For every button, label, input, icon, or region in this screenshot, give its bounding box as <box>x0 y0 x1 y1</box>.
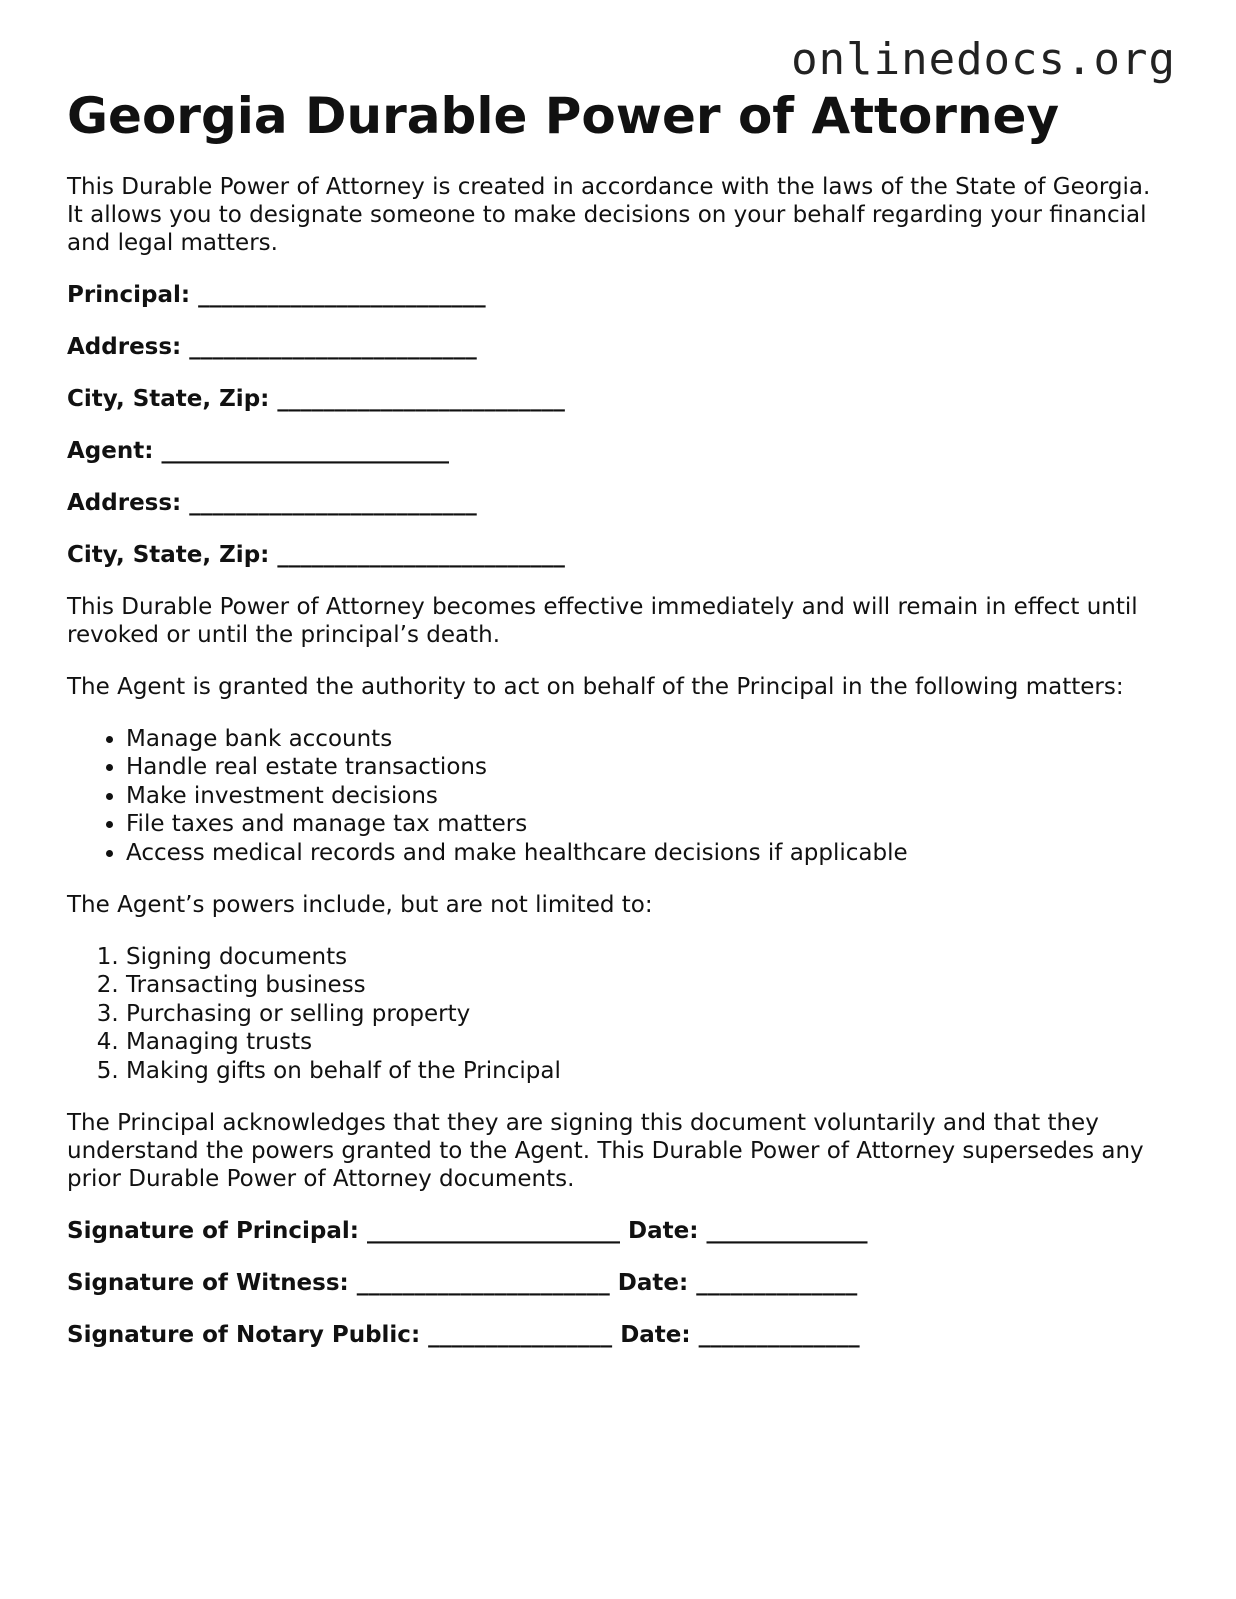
field-label: City, State, Zip: <box>67 386 270 412</box>
document-page <box>67 86 1167 1349</box>
watermark: onlinedocs.org <box>791 34 1176 85</box>
date-label: Date: <box>620 1322 691 1349</box>
signature-label: Signature of Notary Public: <box>67 1322 421 1349</box>
field-label: Address: <box>67 334 182 360</box>
field-blank[interactable]: _________________________ <box>189 334 477 360</box>
date-blank[interactable]: ______________ <box>698 1322 860 1349</box>
list-item: 2. Transacting business <box>126 971 1167 999</box>
field-label: City, State, Zip: <box>67 542 270 568</box>
field-agent <box>67 437 1167 465</box>
effective-paragraph: This Durable Power of Attorney becomes effective immediately and will remain in effect until revoked or until the principal’s death. <box>67 594 1138 648</box>
date-label: Date: <box>617 1270 689 1297</box>
signature-blank[interactable]: ______________________ <box>367 1218 620 1245</box>
list-item: 1. Signing documents <box>126 943 1167 971</box>
signature-row-notary <box>67 1321 1167 1349</box>
signature-label: Signature of Witness: <box>67 1270 349 1297</box>
list-item: • Manage bank accounts <box>126 725 1167 753</box>
field-label: Agent: <box>67 438 154 464</box>
list-item: • Handle real estate transactions <box>126 753 1167 781</box>
signature-blank[interactable]: ________________ <box>428 1322 613 1349</box>
powers-intro-paragraph: The Agent’s powers include, but are not limited to: <box>67 892 653 919</box>
list-item: 5. Making gifts on behalf of the Principal <box>126 1057 1167 1085</box>
date-blank[interactable]: ______________ <box>706 1218 868 1245</box>
intro-paragraph: This Durable Power of Attorney is created in accordance with the laws of the State of Georgia. It allows you to designate someone to make decisions on your behalf regarding your financial and legal matters. <box>67 174 1151 256</box>
list-item: • Access medical records and make healthcare decisions if applicable <box>126 839 1167 867</box>
signature-row-witness <box>67 1269 1167 1297</box>
field-blank[interactable]: _________________________ <box>161 438 449 464</box>
field-principal <box>67 281 1167 309</box>
signature-blank[interactable]: ______________________ <box>356 1270 610 1297</box>
field-blank[interactable]: _________________________ <box>277 386 565 412</box>
signature-row-principal <box>67 1217 1167 1245</box>
field-agent-address <box>67 489 1167 517</box>
list-item: 3. Purchasing or selling property <box>126 1000 1167 1028</box>
field-principal-address <box>67 333 1167 361</box>
list-item: • File taxes and manage tax matters <box>126 810 1167 838</box>
field-blank[interactable]: _________________________ <box>198 282 486 308</box>
field-principal-city-state-zip <box>67 385 1167 413</box>
acknowledgement-paragraph: The Principal acknowledges that they are signing this document voluntarily and that they understand the powers granted to the Agent. This Durable Power of Attorney supersedes any prior Durable Power of Attorney documents. <box>67 1110 1144 1193</box>
field-label: Address: <box>67 490 182 516</box>
powers-list <box>67 943 1167 1085</box>
list-item: 4. Managing trusts <box>126 1028 1167 1056</box>
signature-label: Signature of Principal: <box>67 1218 359 1245</box>
field-agent-city-state-zip <box>67 541 1167 569</box>
authority-intro-paragraph: The Agent is granted the authority to act on behalf of the Principal in the following matters: <box>67 674 1124 700</box>
field-blank[interactable]: _________________________ <box>277 542 565 568</box>
list-item: • Make investment decisions <box>126 782 1167 810</box>
matters-list <box>67 725 1167 867</box>
page-title: Georgia Durable Power of Attorney <box>67 87 1060 145</box>
field-blank[interactable]: _________________________ <box>189 490 477 516</box>
date-blank[interactable]: ______________ <box>696 1270 858 1297</box>
field-label: Principal: <box>67 282 191 308</box>
date-label: Date: <box>628 1218 699 1245</box>
